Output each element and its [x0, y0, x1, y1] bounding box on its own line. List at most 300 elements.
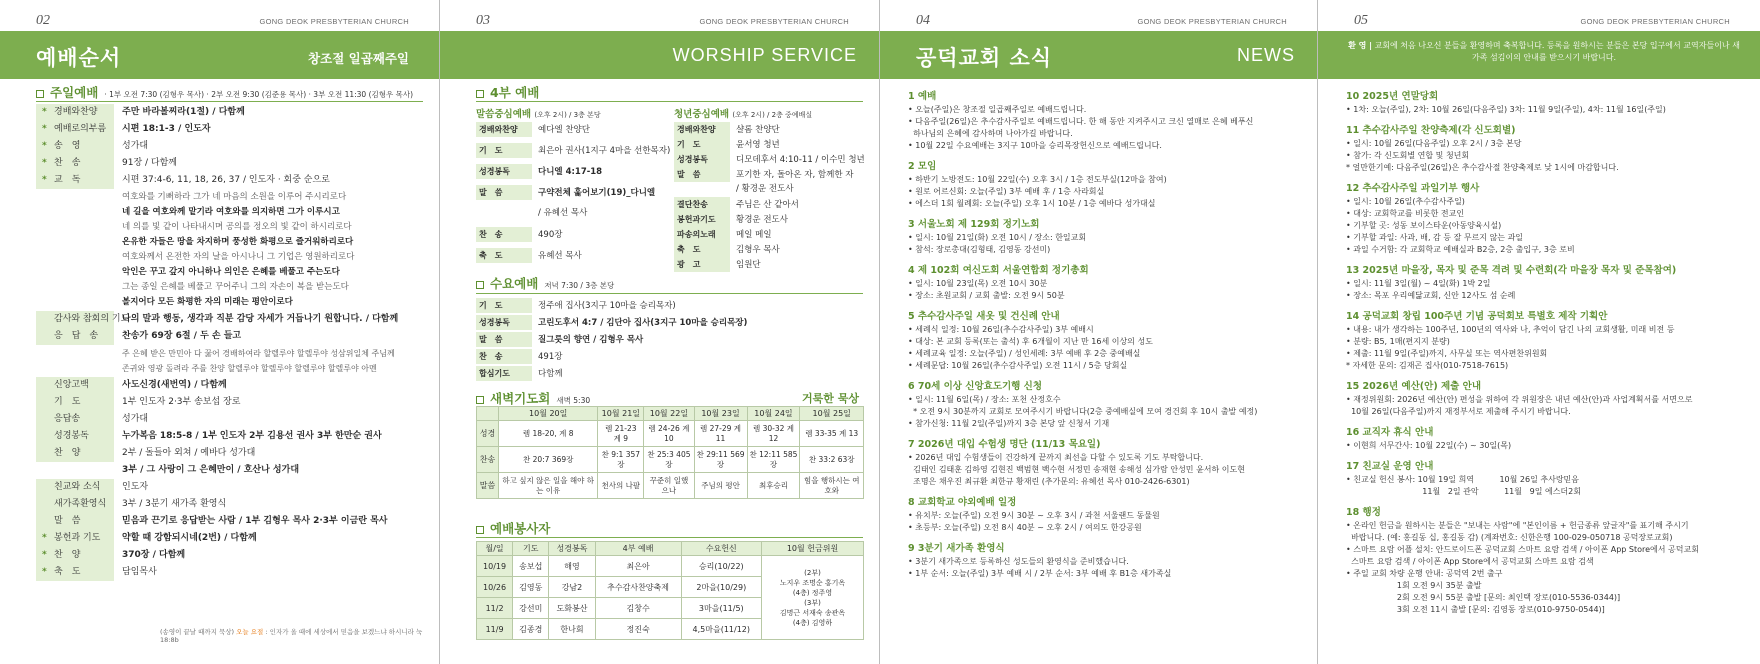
reading-text: 네 길을 여호와께 맡기라 여호와를 의지하면 그가 이루시고 [122, 207, 340, 217]
service-value: 주님은 산 같아서 [736, 200, 799, 210]
reading-text: 그는 종일 은혜를 베풀고 꾸어주니 그의 자손이 복을 받는도다 [122, 282, 349, 292]
service-label: 봉헌과기도 [674, 212, 730, 227]
order-value: 믿음과 끈기로 응답받는 사람 / 1부 김형우 목사 2·3부 이금란 목사 [122, 516, 388, 526]
news-item-line: * 오전 9시 30분까지 교회로 모여주시기 바랍니다(2층 중예배실에 모여 경건회 후 10시 출발 예정) [908, 407, 1258, 416]
date-header: 10월 20일 [499, 407, 598, 421]
church-name: GONG DEOK PRESBYTERIAN CHURCH [1580, 17, 1730, 26]
news-item [1346, 264, 1744, 302]
news-item-title: 2 모임 [908, 161, 937, 172]
news-item-title: 8 교회학교 야외예배 일정 [908, 497, 1017, 508]
table-row [477, 556, 864, 577]
title-band [440, 31, 879, 79]
page-worship-service [440, 0, 880, 664]
column-header: 4부 예배 [595, 542, 681, 556]
page-header [1318, 13, 1760, 29]
news-item-line: 11월 2일 관악 11월 9일 에스더2회 [1346, 487, 1581, 496]
news-item-title: 13 2025년 마을장, 목자 및 준목 격려 및 수련회(각 마을장 목자 및 준목참여) [1346, 265, 1677, 276]
column-header: 기도 [513, 542, 549, 556]
section-fourth-service [476, 83, 539, 101]
service-row [476, 366, 563, 382]
heading-note: (오후 2시) / 2층 중예배실 [732, 111, 813, 119]
news-item-line: • 참가신청: 11월 2일(주일)까지 3층 본당 앞 신청서 기재 [908, 419, 1110, 428]
table-cell: 4,5마을(11/12) [681, 619, 761, 640]
order-label: * 찬 송 [36, 155, 114, 172]
table-cell: 한나회 [549, 619, 595, 640]
page-title-english: NEWS [1237, 45, 1295, 65]
news-item-line: 스마트 요람 검색 / 아이폰 App Store에서 공덕교회 스마트 요람 검색 [1346, 557, 1594, 566]
news-item-line: 하나님의 은혜에 감사하며 나아가길 바랍니다. [908, 129, 1073, 138]
table-cell: 승리(10/22) [681, 556, 761, 577]
order-label: * 송 영 [36, 138, 114, 155]
service-value: 임원단 [736, 260, 761, 270]
service-label: 축 도 [476, 248, 532, 263]
order-label: 신앙고백 [36, 377, 114, 394]
news-item-line: • 주일 교회 차량 운행 안내: 공덕역 2번 출구 [1346, 569, 1503, 578]
committee-line: (4층) 김영하 [792, 618, 833, 627]
order-row [36, 328, 423, 345]
table-cell: 최후승리 [747, 473, 800, 499]
order-label: * 교 독 [36, 172, 114, 189]
order-label: 감사와 참회의 기도 [36, 311, 114, 328]
service-value: 윤서영 청년 [736, 140, 780, 150]
news-item-title: 1 예배 [908, 91, 937, 102]
order-value: 사도신경(새번역) / 다함께 [122, 380, 227, 390]
news-item-line: • 다음주일(26일)은 추수감사주일로 예배드립니다. 한 해 동안 지켜주시고 크신 열매로 은혜 베푸신 [908, 117, 1254, 126]
news-item-line: 조명은 채우진 최규환 최한규 황재린 (추가문의: 유혜선 목사 010-2426-6301) [908, 477, 1190, 486]
news-item-line: • 재정위원회: 2026년 예산(안) 편성을 위하여 각 위원장은 내년 예산(안)과 사업계획서를 서면으로 [1346, 395, 1693, 404]
service-value: 구약전체 훑어보기(19)_다니엘 [538, 188, 656, 198]
news-item-title: 7 2026년 대입 수험생 명단 (11/13 목요일) [908, 439, 1101, 450]
service-row [476, 248, 582, 264]
table-cell: 찬 12:11 585장 [747, 447, 800, 473]
news-item-line: • 세례식 일정: 10월 26일(추수감사주일) 3부 예배시 [908, 325, 1094, 334]
page-worship-order [0, 0, 440, 664]
table-cell: 찬 33:2 63장 [800, 447, 864, 473]
order-value: 370장 / 다함께 [122, 550, 186, 560]
table-cell: 힘을 행하시는 여호와 [800, 473, 864, 499]
news-item [908, 264, 1301, 302]
news-item-line: • 에스더 1회 월례회: 오늘(주일) 오후 1시 10분 / 1층 예바다 성가대실 [908, 199, 1156, 208]
news-item [908, 380, 1301, 430]
reading-text: 네 의를 빛 같이 나타내시며 공의를 정오의 빛 같이 하시리로다 [122, 222, 352, 232]
service-value: 질그릇의 향연 / 김형우 목사 [538, 335, 644, 345]
order-value: 나의 말과 행동, 생각과 직분 감당 자세가 거듭나기 원합니다. / 다함께 [122, 314, 399, 324]
column-header: 수요헌신 [681, 542, 761, 556]
service-value: 최은아 권사(1지구 4마을 선한목자) [538, 146, 671, 156]
table-cell: 강선미 [513, 598, 549, 619]
news-item-line: • 제출: 11월 9일(주일)까지, 사무실 또는 역사편찬위원회 [1346, 349, 1548, 358]
offering-committee-cell [762, 556, 864, 640]
news-item-line: • 원로 어르신회: 오늘(주일) 3부 예배 후 / 1층 사라회실 [908, 187, 1105, 196]
divider [36, 101, 423, 102]
service-row [674, 227, 772, 243]
service-value: 고린도후서 4:7 / 김단아 집사(3지구 10마을 승리목장) [538, 318, 748, 328]
table-cell: 찬 29:11 569장 [694, 447, 747, 473]
order-label: 기 도 [36, 394, 114, 411]
service-row [674, 212, 788, 228]
order-label: * 찬 양 [36, 547, 114, 564]
service-label: 성경봉독 [476, 164, 532, 179]
table-cell: 2마을(10/29) [681, 577, 761, 598]
news-item [1346, 426, 1744, 452]
table-cell: 천사의 나팔 [598, 473, 644, 499]
news-item-line: • 기부할 과일: 사과, 배, 감 등 잘 무르지 않는 과일 [1346, 233, 1524, 242]
section-wednesday [476, 274, 614, 292]
news-item-line: • 기부할 곳: 성동 보이스타운(아동양육시설) [1346, 221, 1502, 230]
footer-note: (송영이 끝날 때까지 묵상) [160, 628, 235, 636]
news-item-line: * 얼만한기예: 다음주일(26일)은 추수감사절 찬양축제로 낮 1시에 마감합니다. [1346, 163, 1619, 172]
section-title: 주일예배 [50, 85, 99, 100]
order-label: 응답송 [36, 411, 114, 428]
order-row [36, 411, 423, 428]
news-item-line: • 10월 22일 수요예배는 3지구 10마을 승리목장헌신으로 예배드립니다. [908, 141, 1162, 150]
hymn-text: 존귀와 영광 돌려라 주를 찬양 할렐루야 할렐루야 할렐루야 할렐루야 아멘 [122, 364, 377, 373]
news-item [908, 438, 1301, 488]
service-value: 예다엘 찬양단 [538, 125, 590, 135]
news-item-title: 16 교직자 휴식 안내 [1346, 427, 1434, 438]
news-item-line: • 3분기 새가족으로 등록하신 성도들의 환영식을 준비했습니다. [908, 557, 1129, 566]
date-header: 10월 21일 [598, 407, 644, 421]
section-note: · 1부 오전 7:30 (김형우 목사) · 2부 오전 9:30 (김준용 목사) · 3부 오전 11:30 (김형우 목사) [104, 90, 414, 99]
row-label: 성경 [477, 421, 499, 447]
order-label: * 경배와찬양 [36, 104, 114, 121]
news-item-line: • 일시: 10월 23일(목) 오전 10시 30분 [908, 279, 1048, 288]
table-cell: 꾸준히 일했으나 [644, 473, 694, 499]
service-value: 메일 메일 [736, 230, 772, 240]
news-item-line: • 오늘(주일)은 창조절 일곱째주일로 예배드립니다. [908, 105, 1087, 114]
section-title: 예배봉사자 [490, 521, 551, 536]
service-label: 말 씀 [476, 332, 532, 347]
news-item-line: • 하반기 노방전도: 10월 22일(수) 오후 3시 / 1층 전도부실(12마을 참여) [908, 175, 1167, 184]
order-value: 성가대 [122, 141, 149, 151]
section-sunday-worship [36, 83, 413, 101]
news-item-line: * 자세한 문의: 김재곤 집사(010-7518-7615) [1346, 361, 1509, 370]
order-label: * 축 도 [36, 564, 114, 581]
table-cell: 렘 21-23 계 9 [598, 421, 644, 447]
order-label: 친교와 소식 [36, 479, 114, 496]
section-volunteers [476, 519, 550, 537]
news-item [908, 218, 1301, 256]
service-label: 경배와찬양 [674, 122, 730, 137]
service-label: 성경봉독 [674, 152, 730, 167]
section-dawn-prayer [476, 389, 590, 407]
church-name: GONG DEOK PRESBYTERIAN CHURCH [259, 17, 409, 26]
order-value: 91장 / 다함께 [122, 158, 177, 168]
page-header [440, 13, 879, 29]
order-row [36, 377, 423, 394]
welcome-message [1348, 40, 1740, 64]
order-row [36, 462, 423, 479]
order-row [36, 394, 423, 411]
table-cell: 추수감사찬양축제 [595, 577, 681, 598]
service-label: 찬 송 [476, 349, 532, 364]
committee-line: (2부) [804, 568, 821, 577]
news-item-line: • 과일 수거함: 각 교회학교 예배실과 B2층, 2층 출입구, 3층 로비 [1346, 245, 1575, 254]
table-cell: 렘 30-32 계 12 [747, 421, 800, 447]
news-item-line: • 1차: 오늘(주일), 2차: 10월 26일(다음주일) 3차: 11월 9일(주일), 4차: 11월 16일(주일) [1346, 105, 1666, 114]
service-row [674, 137, 780, 153]
order-row [36, 121, 423, 138]
service-row [476, 227, 562, 243]
news-item-title: 10 2025년 연말당회 [1346, 91, 1439, 102]
order-row [36, 445, 423, 462]
news-item-line: • 장소: 초원교회 / 교회 출발: 오전 9시 50분 [908, 291, 1065, 300]
service-label: 찬 송 [476, 227, 532, 242]
square-bullet-icon [476, 281, 484, 289]
date-header: 10월 23일 [694, 407, 747, 421]
order-row [36, 513, 423, 530]
service-value: 디모데후서 4:10-11 / 이수민 청년 [736, 155, 865, 165]
news-item-title: 4 제 102회 여신도회 서울연합회 정기총회 [908, 265, 1089, 276]
hymn-text: 주 은혜 받은 만민아 다 꿇어 경배하여라 할렐루야 할렐루야 성삼위일체 주님께 [122, 349, 395, 358]
order-value: 2부 / 돌들아 외쳐 / 예바다 성가대 [122, 448, 256, 458]
table-header-row [477, 542, 864, 556]
news-item-line: 바랍니다. (예: 홍길동 십, 홍길동 감) (계좌번호: 신한은행 100-029-050718 공덕장로교회) [1346, 533, 1673, 542]
table-row [477, 447, 864, 473]
heading-note: (오후 2시) / 3층 본당 [534, 111, 601, 119]
divider [476, 537, 863, 538]
divider [476, 101, 863, 102]
news-item [1346, 182, 1744, 256]
service-value: / 유혜선 목사 [538, 208, 588, 218]
order-row [36, 547, 423, 564]
table-cell: 렘 33-35 계 13 [800, 421, 864, 447]
news-item-line: • 일시: 10월 26일(다음주일) 오후 2시 / 3층 본당 [1346, 139, 1522, 148]
table-cell: 10/26 [477, 577, 513, 598]
service-label: 말 씀 [476, 185, 532, 200]
table-cell: 렘 24-26 계 10 [644, 421, 694, 447]
service-label: 기 도 [674, 137, 730, 152]
service-label: 합심기도 [476, 366, 532, 381]
welcome-text: 교회에 처음 나오신 분들을 환영하며 축복합니다. 등록을 원하시는 분들은 본당 입구에서 교역자들이나 새가족 섬김이의 안내를 받으시기 바랍니다. [1374, 41, 1740, 62]
order-label: 새가족환영식 [36, 496, 114, 513]
reading-text: 온유한 자들은 땅을 차지하며 풍성한 화평으로 즐거워하리로다 [122, 237, 354, 247]
section-note: 저녁 7:30 / 3층 본당 [544, 281, 615, 290]
reading-text: 볼지어다 모든 화평한 자의 미래는 평안이로다 [122, 297, 293, 307]
reading-text: 여호와께서 온전한 자의 날을 아시나니 그 기업은 영원하리로다 [122, 252, 355, 262]
order-value: 누가복음 18:5-8 / 1부 인도자 2부 김용선 권사 3부 한만순 권사 [122, 431, 382, 441]
service-value: 다함께 [538, 369, 563, 379]
service-label: 성경봉독 [476, 315, 532, 330]
order-label: 성경봉독 [36, 428, 114, 445]
news-item [1346, 460, 1744, 498]
order-row [36, 530, 423, 547]
service-label: 기 도 [476, 143, 532, 158]
news-item-line: • 1부 순서: 오늘(주일) 3부 예배 시 / 2부 순서: 3부 예배 후 B1층 새가족실 [908, 569, 1172, 578]
page-news-continued [1318, 0, 1760, 664]
volunteer-table [476, 541, 864, 640]
row-label: 말씀 [477, 473, 499, 499]
order-row [36, 155, 423, 172]
news-item-line: • 이현희 서무간사: 10월 22일(수) ~ 30일(목) [1346, 441, 1512, 450]
service-row [476, 315, 747, 331]
page-header [0, 13, 439, 29]
news-item-line: 3회 오전 11시 출발 [문의: 김영동 장로(010-9750-0544)] [1346, 605, 1605, 614]
news-item-title: 18 행정 [1346, 507, 1381, 518]
table-cell: 김창수 [595, 598, 681, 619]
church-name: GONG DEOK PRESBYTERIAN CHURCH [699, 17, 849, 26]
section-title: 4부 예배 [490, 85, 540, 100]
news-item-title: 11 추수감사주일 찬양축제(각 신도회별) [1346, 125, 1516, 136]
news-item-line: • 일시: 10월 26일(추수감사주일) [1346, 197, 1465, 206]
section-title: 새벽기도회 [490, 391, 551, 406]
news-item-line: 10월 26일(다음주일)까지 재정부서로 제출해 주시기 바랍니다. [1346, 407, 1571, 416]
news-item-line: • 대상: 본 교회 등록(또는 출석) 후 6개월이 지난 만 16세 이상의 성도 [908, 337, 1153, 346]
news-item-line: • 참가: 각 신도회별 연합 및 청년회 [1346, 151, 1470, 160]
news-item [908, 160, 1301, 210]
table-cell: 10/19 [477, 556, 513, 577]
title-band [0, 31, 439, 79]
news-item-title: 5 추수감사주일 새옷 및 건신례 안내 [908, 311, 1060, 322]
order-label: 찬 양 [36, 445, 114, 462]
page-number: 04 [916, 13, 930, 28]
news-item-title: 17 친교실 운영 안내 [1346, 461, 1434, 472]
news-item-line: • 2026년 대입 수험생들이 건강하게 끝까지 최선을 다할 수 있도록 기도 부탁합니다. [908, 453, 1204, 462]
service-value: 491장 [538, 352, 563, 362]
service-value: 다니엘 4:17-18 [538, 167, 603, 177]
table-cell: 찬 9:1 357장 [598, 447, 644, 473]
order-value: 담임목사 [122, 567, 157, 577]
order-row [36, 428, 423, 445]
service-row [674, 152, 865, 168]
service-value: 김형우 목사 [736, 245, 780, 255]
news-item-title: 15 2026년 예산(안) 제출 안내 [1346, 381, 1481, 392]
news-item [908, 310, 1301, 372]
title-band [880, 31, 1317, 79]
service-row [476, 298, 676, 314]
service-label: 기 도 [476, 298, 532, 313]
news-item-line: • 초등부: 오늘(주일) 오전 8시 40분 ~ 오후 2시 / 여의도 한강공원 [908, 523, 1142, 532]
service-row [476, 185, 655, 201]
service-label: 광 고 [674, 257, 730, 272]
reading-text: 여호와를 기뻐하라 그가 네 마음의 소원을 이루어 주시리로다 [122, 192, 347, 202]
service-value: 유혜선 목사 [538, 251, 582, 261]
heading-text: 말씀중심예배 [476, 109, 532, 120]
news-item-line: • 친교실 헌신 봉사: 10월 19일 희역 10월 26일 추사랑믿음 [1346, 475, 1580, 484]
page-header [880, 13, 1317, 29]
committee-line: (4층) 정주영 [792, 588, 833, 597]
table-cell: 찬 25:3 405장 [644, 447, 694, 473]
service-label: 경배와찬양 [476, 122, 532, 137]
order-label: * 예배로의부름 [36, 121, 114, 138]
table-cell: 11/9 [477, 619, 513, 640]
page-number: 05 [1354, 13, 1368, 28]
table-cell: 하고 싶지 않은 일을 해야 하는 이유 [499, 473, 598, 499]
page-title-english: WORSHIP SERVICE [672, 45, 857, 65]
order-row [36, 138, 423, 155]
news-item-line: • 일시: 11월 6일(목) / 장소: 포천 산정호수 [908, 395, 1061, 404]
news-item [1346, 124, 1744, 174]
order-value: 성가대 [122, 414, 149, 424]
service-row [674, 182, 794, 197]
column-header: 10월 헌금위원 [762, 542, 864, 556]
square-bullet-icon [36, 90, 44, 98]
service-row [674, 242, 780, 258]
order-row [36, 311, 423, 328]
service-row [476, 206, 587, 221]
news-item-line: • 스마트 요람 어플 설치: 안드로이드폰 공덕교회 스마트 요람 검색 / 아이폰 App Store에서 공덕교회 [1346, 545, 1699, 554]
news-item [1346, 90, 1744, 116]
table-corner-cell [477, 407, 499, 421]
square-bullet-icon [476, 526, 484, 534]
church-name: GONG DEOK PRESBYTERIAN CHURCH [1137, 17, 1287, 26]
news-item-title: 14 공덕교회 창립 100주년 기념 공덕회보 특별호 제작 기획안 [1346, 311, 1608, 322]
table-cell: 정진숙 [595, 619, 681, 640]
page-number: 03 [476, 13, 490, 28]
square-bullet-icon [476, 396, 484, 404]
news-item-line: • 분량: B5, 1매(편지지 분량) [1346, 337, 1450, 346]
table-cell: 강남2 [549, 577, 595, 598]
news-item-title: 6 70세 이상 신앙효도기행 신청 [908, 381, 1043, 392]
youth-service-heading [674, 106, 812, 120]
table-cell: 렘 18-20, 계 8 [499, 421, 598, 447]
order-label: * 봉헌과 기도 [36, 530, 114, 547]
order-value: 시편 37:4-6, 11, 18, 26, 37 / 인도자 · 회중 순으로 [122, 175, 330, 185]
service-label: 파송의노래 [674, 227, 730, 242]
heading-text: 청년중심예배 [674, 109, 730, 120]
news-item-title: 12 추수감사주일 과일기부 행사 [1346, 183, 1480, 194]
table-cell: 주님의 평안 [694, 473, 747, 499]
holy-meditation-label: 거룩한 묵상 [802, 392, 859, 405]
news-item [1346, 380, 1744, 418]
table-cell: 김영동 [513, 577, 549, 598]
news-item-line: • 일시: 11월 3일(월) ~ 4일(화) 1박 2일 [1346, 279, 1491, 288]
table-cell: 김종경 [513, 619, 549, 640]
news-item-line: • 장소: 목포 우리예닮교회, 신안 12사도 섬 순례 [1346, 291, 1516, 300]
order-label: 응 답 송 [36, 328, 114, 345]
service-value: 포기한 자, 돌아온 자, 함께한 자 [736, 170, 854, 180]
news-item-line: • 온라인 헌금을 원하시는 분들은 "보내는 사람"에 "본인이름 + 헌금종류 앞글자"를 표기해 주시기 [1346, 521, 1689, 530]
column-header: 성경봉독 [549, 542, 595, 556]
dawn-prayer-table [476, 406, 864, 499]
order-value: 찬송가 69장 6절 / 두 손 들고 [122, 331, 242, 341]
table-cell: 최은아 [595, 556, 681, 577]
order-label: 말 씀 [36, 513, 114, 530]
table-cell: 3마을(11/5) [681, 598, 761, 619]
date-header: 10월 24일 [747, 407, 800, 421]
news-item-line: 2회 오전 9시 55분 출발 [문의: 최인택 장로(010-5536-0344)] [1346, 593, 1621, 602]
order-row [36, 564, 423, 581]
order-row [36, 172, 423, 189]
committee-line: 김명근 서재숙 송관옥 [779, 608, 846, 617]
page-news [880, 0, 1318, 664]
table-cell: 찬 20:7 369장 [499, 447, 598, 473]
service-value: 황경운 전도사 [736, 215, 788, 225]
news-item [908, 542, 1301, 580]
table-row [477, 473, 864, 499]
service-row [476, 122, 590, 138]
table-cell: 렘 27-29 계 11 [694, 421, 747, 447]
welcome-band [1318, 31, 1760, 79]
news-item [908, 496, 1301, 534]
news-item-line: • 대상: 교회학교를 비롯한 전교인 [1346, 209, 1465, 218]
service-row [674, 167, 853, 183]
table-header-row [477, 407, 864, 421]
square-bullet-icon [476, 90, 484, 98]
order-value: 3부 / 3분기 새가족 환영식 [122, 499, 227, 509]
service-row [674, 257, 761, 273]
footer-verse [160, 627, 423, 644]
divider [476, 293, 863, 294]
news-item-line: 1회 오전 9시 35분 출발 [1346, 581, 1482, 590]
table-row [477, 421, 864, 447]
service-row [674, 197, 799, 213]
date-header: 10월 22일 [644, 407, 694, 421]
news-item [908, 90, 1301, 152]
service-value: 샬롬 찬양단 [736, 125, 780, 135]
service-row [476, 349, 562, 365]
service-value: / 황경운 전도사 [736, 184, 794, 194]
